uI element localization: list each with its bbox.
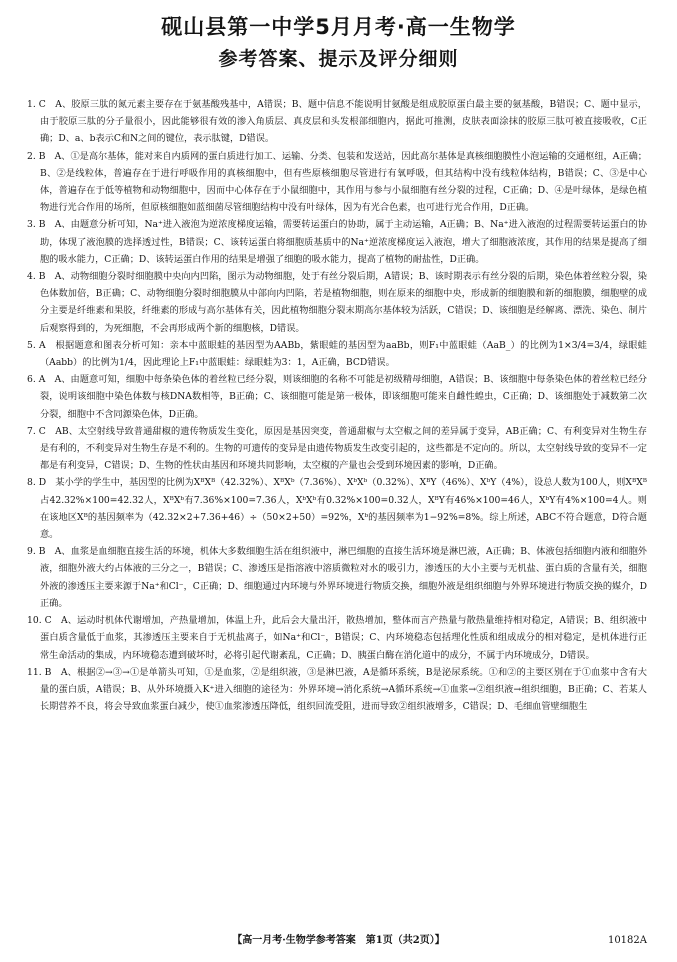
answer-item-7: 7. C AB、太空射线导致普通甜椒的遗传物质发生变化，原因是基因突变，普通甜椒与太空椒之间的差异属于变异，AB正确；C、有利变异对生物生存是有利的，不利变异对生物生存是不利的。生物的可遗传的变异是由遗传物质发生改变引起的，这些都是不定向的。所以，太空射线导致的变异不一定都是有利变异，C错误；D、生物的性状由基因和环境共同影响，太空椒的产量也会受到环境因素的影响，D正确。 bbox=[27, 425, 647, 472]
footer-doc-code: 10182A bbox=[607, 935, 647, 946]
answer-item-9: 9. B A、血浆是血细胞直接生活的环境，机体大多数细胞生活在组织液中，淋巴细胞的直接生活环境是淋巴液，A正确；B、体液包括细胞内液和细胞外液，细胞外液大约占体液的三分之一，B错误；C、渗透压是指溶液中溶质微粒对水的吸引力，渗透压的大小主要与无机盐、蛋白质的含量有关，细胞外液的渗透压主要来源于Na⁺和Cl⁻，C正确；D、细胞通过内环境与外界环境进行物质交换，细胞外液是组织细胞与外界环境进行物质交换的媒介，D正确。 bbox=[27, 546, 647, 609]
answer-item-10: 10. C A、运动时机体代谢增加，产热量增加，体温上升，此后会大量出汗，散热增加，整体而言产热量与散热量维持相对稳定，A错误；B、组织液中蛋白质含量低于血浆，其渗透压主要来自于无机盐离子，如Na⁺和Cl⁻，B错误；C、内环境稳态包括理化性质和组成成分的相对稳定，是机体进行正常生命活动的集成，内环境稳态遭到破坏时，必将引起代谢紊乱，C正确；D、胰蛋白酶在消化道中的成分，不属于内环境成分，D错误。 bbox=[27, 615, 647, 661]
page-subtitle: 参考答案、提示及评分细则 bbox=[218, 48, 459, 70]
page-title: 砚山县第一中学5月月考·高一生物学 bbox=[161, 15, 516, 39]
footer-page-info: 【高一月考·生物学参考答案 第1页（共2页）】 bbox=[232, 935, 445, 946]
answer-item-1: 1. C A、胶原三肽的氮元素主要存在于氨基酸残基中，A错误；B、题中信息不能说明甘氨酸是组成胶原蛋白最主要的氨基酸，B错误；C、题中显示，由于胶原三肽的分子量很小，因此能够很有效的渗入角质层、真皮层和头发根部细胞内，据此可推测，皮肤表面涂抹的胶原三肽可被直接吸收，C正确；D、a、b表示C和N之间的键位，表示肽键，D错误。 bbox=[27, 99, 647, 145]
answer-item-4: 4. B A、动物细胞分裂时细胞膜中央向内凹陷，图示为动物细胞，处于有丝分裂后期，A错误；B、该时期表示有丝分裂的后期，染色体着丝粒分裂，染色体数加倍，B正确；C、动物细胞分裂时细胞膜从中部向内凹陷，若是植物细胞，则在原来的细胞中央，形成新的细胞膜和新的细胞膜，细胞壁的成分主要是纤维素和果胶，纤维素的形成与高尔基体有关，因此植物细胞分裂末期高尔基体较为活跃，C错误；D、该细胞是经解离、漂洗、染色、制片后观察得到的，为死细胞，不会再形成两个新的细胞核，D错误。 bbox=[27, 271, 647, 334]
answer-item-8: 8. D 某小学的学生中，基因型的比例为XᴮXᴮ（42.32%）、XᴮXᵇ（7.36%）、XᵇXᵇ（0.32%）、XᴮY（46%）、XᵇY（4%），设总人数为100人，则XᴮXᴮ占42.32%×100=42.32人，XᴮXᵇ有7.36%×100=7.36人，XᵇXᵇ有0.32%×100=0.32人，XᴮY有46%×100=46人，XᵇY有4%×100=4人。则在该地区Xᴮ的基因频率为（42.32×2+7.36+46）÷（50×2+50）=92%，Xᵇ的基因频率为1−92%=8%。综上所述，ABC不符合题意，D符合题意。 bbox=[27, 477, 647, 541]
answer-item-5: 5. A 根据题意和图表分析可知：亲本中蓝眼蛙的基因型为AABb，紫眼蛙的基因型为aaBb，则F₁中蓝眼蛙（AaB_）的比例为1×3/4=3/4，绿眼蛙（Aabb）的比例为1/4，因此理论上F₁中蓝眼蛙：绿眼蛙为3：1，A正确，BCD错误。 bbox=[27, 339, 647, 369]
answer-item-3: 3. B A、由题意分析可知，Na⁺进入液泡为逆浓度梯度运输，需要转运蛋白的协助，属于主动运输，A正确；B、Na⁺进入液泡的过程需要转运蛋白的协助，体现了液泡膜的选择透过性，B错误；C、该转运蛋白将细胞质基质中的Na⁺逆浓度梯度运入液泡，增大了细胞液浓度，其作用的结果是提高了细胞的吸水能力，C正确；D、该转运蛋白作用的结果是增强了细胞的吸水能力，提高了植物的耐盐性，D正确。 bbox=[27, 219, 647, 265]
answer-item-6: 6. A A、由题意可知，细胞中每条染色体的着丝粒已经分裂，则该细胞的名称不可能是初级精母细胞，A错误；B、该细胞中每条染色体的着丝粒已经分裂，说明该细胞中染色体数与核DNA数相等，B正确；C、该细胞可能是第一极体，即该细胞可能来自雌性蝗虫，C正确；D、该细胞处于减数第二次分裂，细胞中不含同源染色体，D正确。 bbox=[27, 374, 647, 420]
answer-item-11: 11. B A、根据②→③→①是单箭头可知，①是血浆，②是组织液，③是淋巴液，A是循环系统，B是泌尿系统。①和②的主要区别在于①血浆中含有大量的蛋白质，A错误；B、从外环境摄入K⁺进入细胞的途径为：外界环境→消化系统→A循环系统→①血浆→②组织液→组织细胞，B正确；C、若某人长期营养不良，将会导致血浆蛋白减少，使①血浆渗透压降低，组织回流受阻，进而导致②组织液增多，C错误；D、毛细血管壁细胞生 bbox=[27, 666, 647, 713]
page-footer bbox=[0, 932, 677, 952]
answer-list bbox=[27, 96, 647, 715]
answer-item-2: 2. B A、①是高尔基体，能对来自内质网的蛋白质进行加工、运输、分类、包装和发送站，因此高尔基体是真核细胞膜性小泡运输的交通枢纽，A正确；B、②是线粒体，普遍存在于进行呼吸作用的真核细胞中，但有些原核细胞尽管进行有氧呼吸，但其结构中没有线粒体结构，B错误；C、③是中心体，普遍存在于低等植物和动物细胞中，因而中心体存在于小鼠细胞中，其作用与参与小鼠细胞有丝分裂的过程，C正确；D、④是叶绿体，是绿色植物进行光合作用的场所，但原核细胞如蓝细菌尽管细胞结构中没有叶绿体，因为有光合色素，也可进行光合作用，D正确。 bbox=[27, 150, 647, 214]
